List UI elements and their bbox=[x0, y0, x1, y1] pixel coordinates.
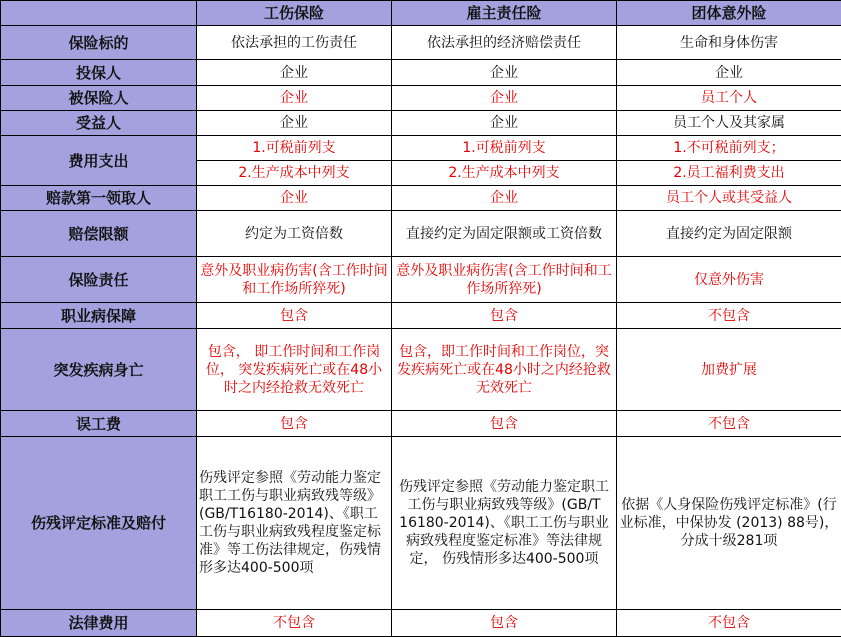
table-cell: 2.员工福利费支出 bbox=[617, 161, 841, 186]
table-cell: 企业 bbox=[392, 60, 617, 86]
table-cell: 加费扩展 bbox=[617, 329, 841, 411]
row-label: 投保人 bbox=[1, 60, 197, 86]
row-label: 受益人 bbox=[1, 111, 197, 136]
table-cell: 2.生产成本中列支 bbox=[197, 161, 392, 186]
row-label: 法律费用 bbox=[1, 610, 197, 637]
table-cell: 意外及职业病伤害(含工作时间和工作场所猝死) bbox=[392, 257, 617, 303]
table-cell: 企业 bbox=[197, 111, 392, 136]
table-row bbox=[1, 26, 841, 60]
row-label: 被保险人 bbox=[1, 86, 197, 111]
table-cell: 员工个人 bbox=[617, 86, 841, 111]
table-cell: 包含 bbox=[392, 411, 617, 437]
table-cell: 员工个人及其家属 bbox=[617, 111, 841, 136]
table-cell: 仅意外伤害 bbox=[617, 257, 841, 303]
table-row bbox=[1, 186, 841, 211]
table-cell: 员工个人或其受益人 bbox=[617, 186, 841, 211]
table-cell: 企业 bbox=[392, 111, 617, 136]
table-cell: 企业 bbox=[617, 60, 841, 86]
table-cell: 1.不可税前列支； bbox=[617, 136, 841, 161]
row-label: 费用支出 bbox=[1, 136, 197, 186]
table-cell: 包含 bbox=[392, 610, 617, 637]
row-label: 突发疾病身亡 bbox=[1, 329, 197, 411]
table-row bbox=[1, 437, 841, 610]
table-cell: 1.可税前列支 bbox=[392, 136, 617, 161]
table-cell: 企业 bbox=[197, 60, 392, 86]
table-row bbox=[1, 329, 841, 411]
row-label: 赔款第一领取人 bbox=[1, 186, 197, 211]
table-row bbox=[1, 111, 841, 136]
table-cell: 包含 bbox=[197, 411, 392, 437]
table-cell: 伤残评定参照《劳动能力鉴定职工工伤与职业病致残等级》(GB/T 16180-2014)、《职工工伤与职业病致残程度鉴定标准》等法律规定， 伤残情形多达400-500项 bbox=[392, 437, 617, 610]
header-group-accident: 团体意外险 bbox=[617, 1, 841, 26]
table-cell: 1.可税前列支 bbox=[197, 136, 392, 161]
table-row bbox=[1, 136, 841, 161]
table-cell: 依法承担的经济赔偿责任 bbox=[392, 26, 617, 60]
table-cell: 企业 bbox=[197, 186, 392, 211]
table-cell: 生命和身体伤害 bbox=[617, 26, 841, 60]
table-cell: 2.生产成本中列支 bbox=[392, 161, 617, 186]
table-cell: 意外及职业病伤害(含工作时间和工作场所猝死) bbox=[197, 257, 392, 303]
table-cell: 依法承担的工伤责任 bbox=[197, 26, 392, 60]
table-cell: 直接约定为固定限额 bbox=[617, 211, 841, 257]
row-label: 赔偿限额 bbox=[1, 211, 197, 257]
table-cell: 依据《人身保险伤残评定标准》(行业标准，中保协发 (2013) 88号)，分成十级281项 bbox=[617, 437, 841, 610]
table-cell: 约定为工资倍数 bbox=[197, 211, 392, 257]
row-label: 职业病保障 bbox=[1, 303, 197, 329]
table-cell: 包含， 即工作时间和工作岗位， 突发疾病死亡或在48小时之内经抢救无效死亡 bbox=[197, 329, 392, 411]
table-cell: 不包含 bbox=[617, 610, 841, 637]
row-label: 误工费 bbox=[1, 411, 197, 437]
table-cell: 企业 bbox=[392, 86, 617, 111]
table-row bbox=[1, 257, 841, 303]
row-label: 保险标的 bbox=[1, 26, 197, 60]
header-corner bbox=[1, 1, 197, 26]
table-row bbox=[1, 303, 841, 329]
table-row bbox=[1, 86, 841, 111]
table-cell: 不包含 bbox=[197, 610, 392, 637]
table-cell: 包含 bbox=[197, 303, 392, 329]
table-cell: 包含，即工作时间和工作岗位，突发疾病死亡或在48小时之内经抢救无效死亡 bbox=[392, 329, 617, 411]
table-cell: 不包含 bbox=[617, 411, 841, 437]
table-cell: 不包含 bbox=[617, 303, 841, 329]
table-cell: 伤残评定参照《劳动能力鉴定职工工伤与职业病致残等级》(GB/T16180-2014)、《职工工伤与职业病致残程度鉴定标准》等工伤法律规定，伤残情形多达400-500项 bbox=[197, 437, 392, 610]
header-work-injury: 工伤保险 bbox=[197, 1, 392, 26]
table-row bbox=[1, 211, 841, 257]
table-cell: 企业 bbox=[392, 186, 617, 211]
header-row bbox=[1, 1, 841, 26]
table-cell: 直接约定为固定限额或工资倍数 bbox=[392, 211, 617, 257]
table-cell: 企业 bbox=[197, 86, 392, 111]
table-body bbox=[1, 26, 841, 637]
row-label: 保险责任 bbox=[1, 257, 197, 303]
table-row bbox=[1, 411, 841, 437]
table-row bbox=[1, 610, 841, 637]
header-employer-liability: 雇主责任险 bbox=[392, 1, 617, 26]
table-row bbox=[1, 60, 841, 86]
table-cell: 包含 bbox=[392, 303, 617, 329]
row-label: 伤残评定标准及赔付 bbox=[1, 437, 197, 610]
